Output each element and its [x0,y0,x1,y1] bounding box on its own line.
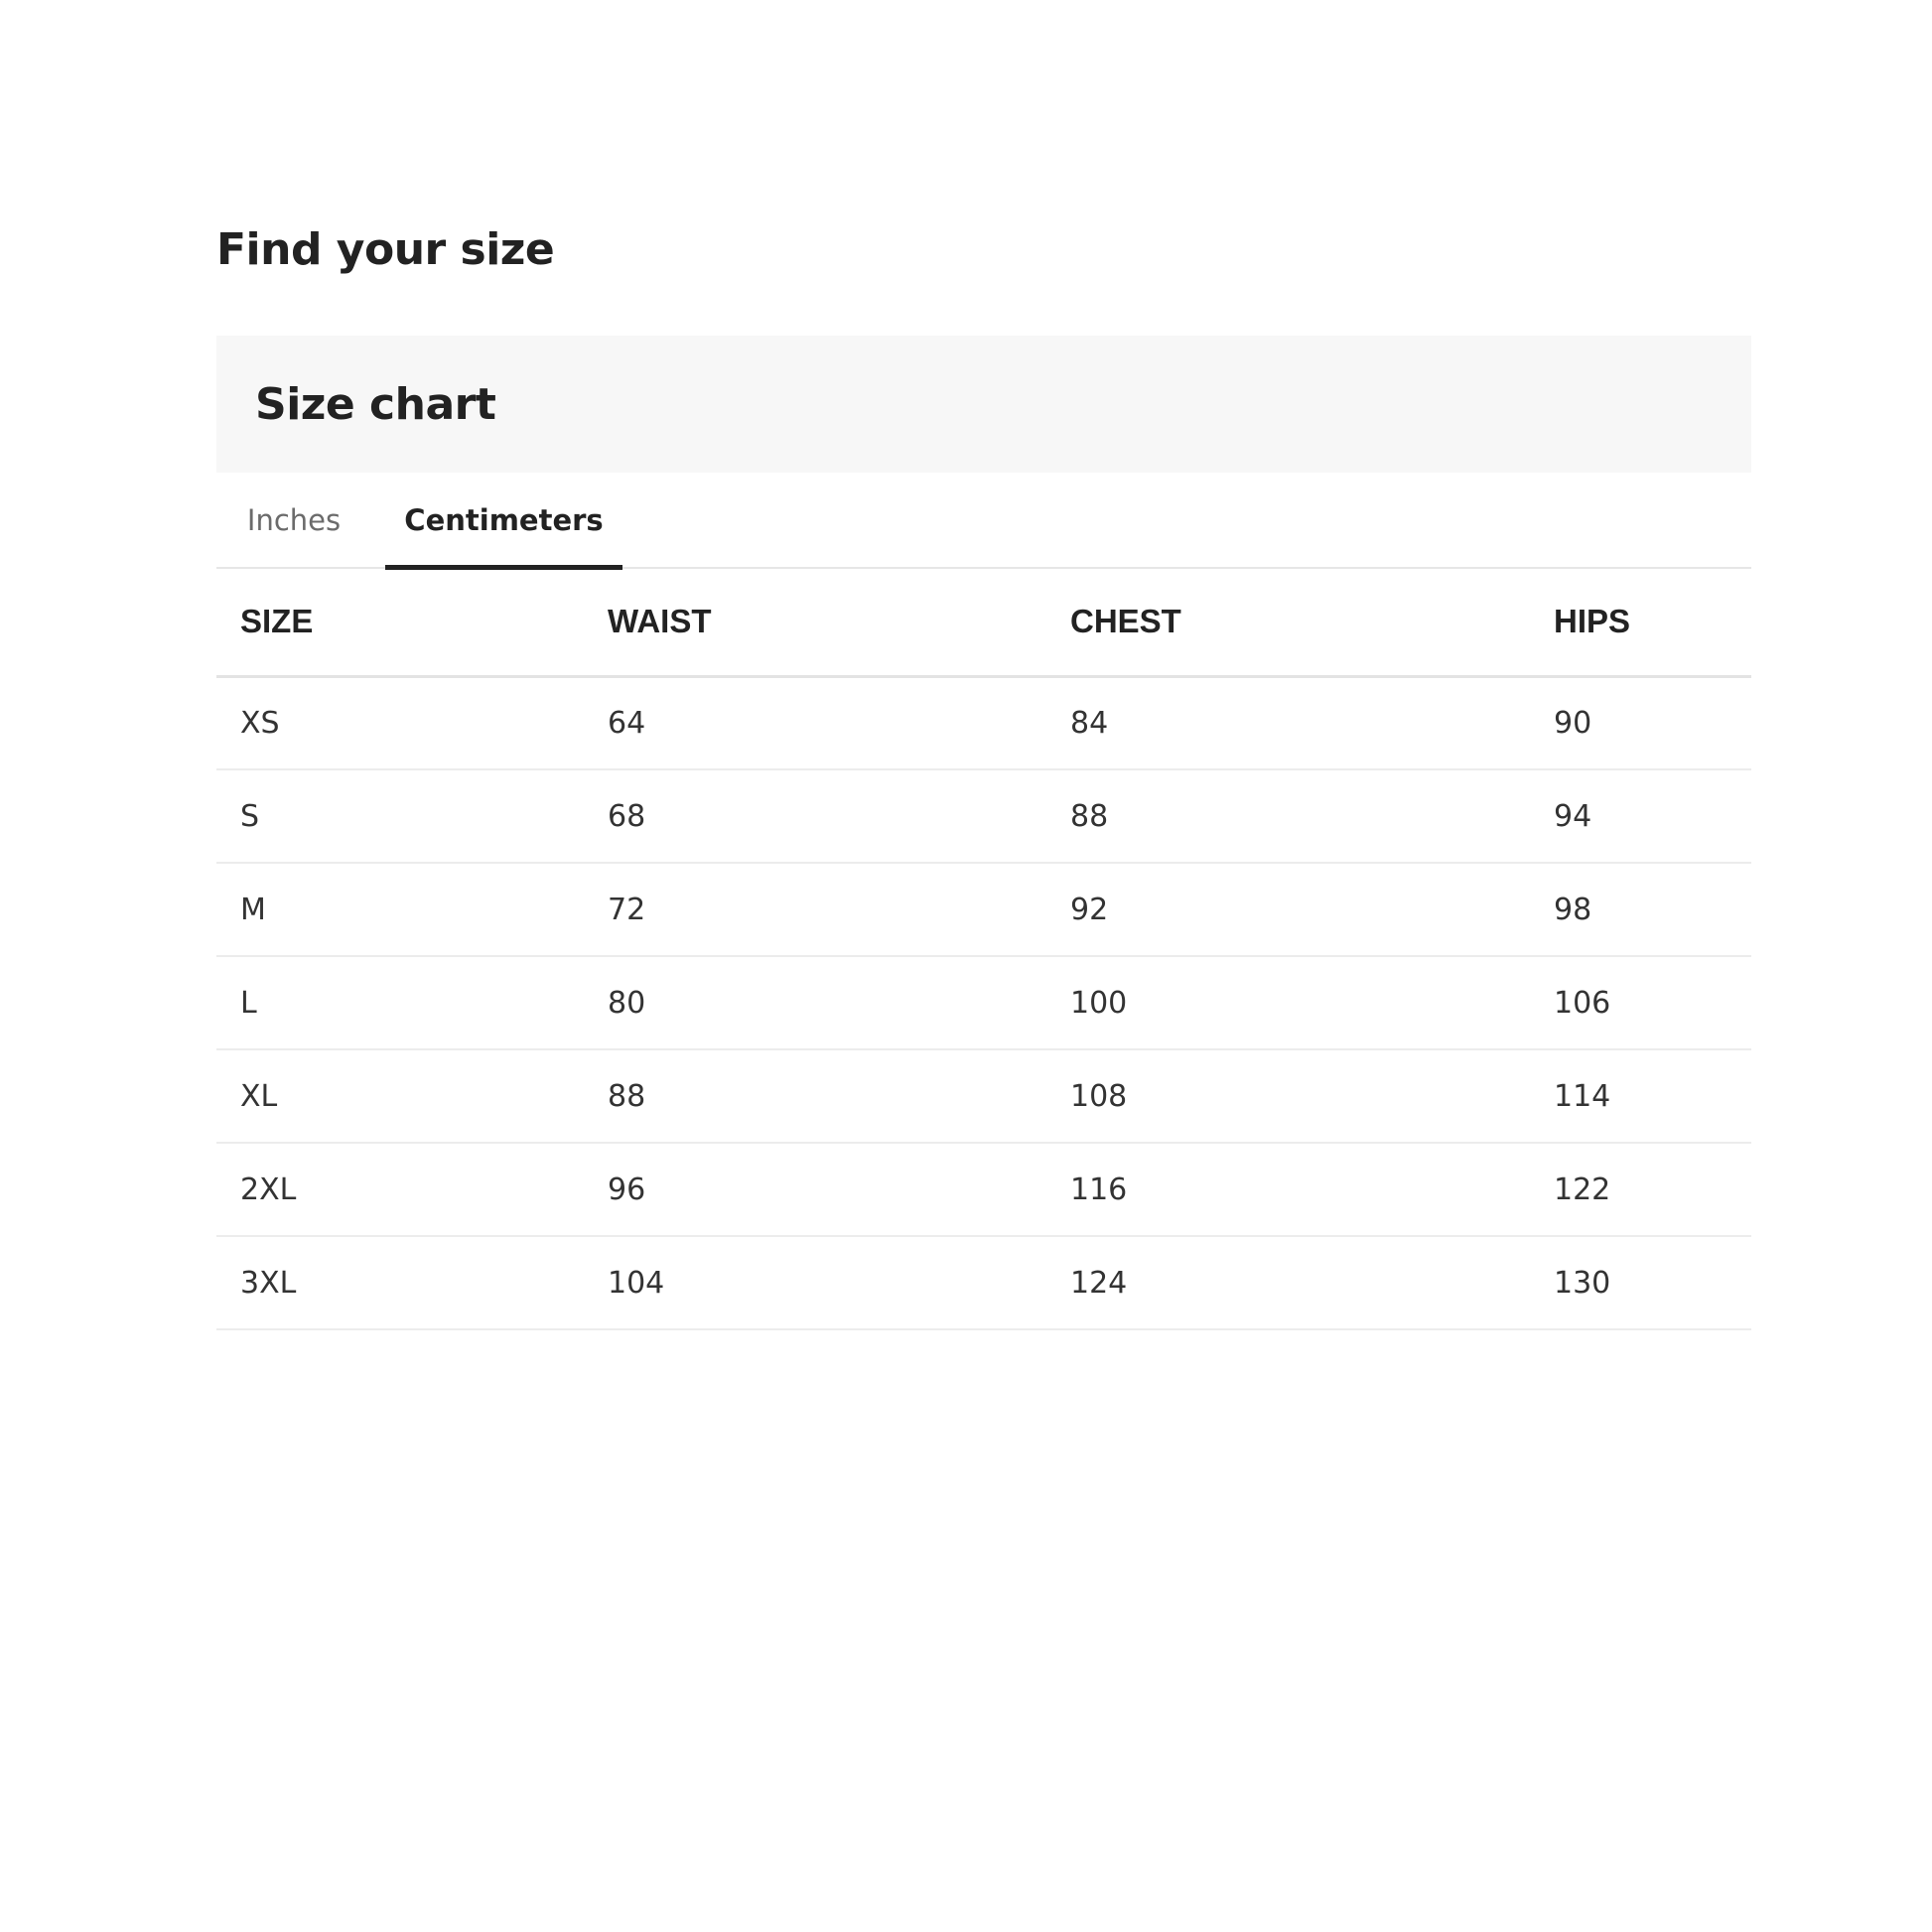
size-chart-panel [216,336,1751,1330]
hips-cell: 114 [1530,1049,1751,1143]
chest-cell: 124 [1046,1236,1530,1329]
chest-cell: 88 [1046,769,1530,863]
table-header-row [216,569,1751,676]
column-header-hips: HIPS [1530,569,1751,676]
chest-cell: 116 [1046,1143,1530,1236]
size-table [216,569,1751,1330]
hips-cell: 94 [1530,769,1751,863]
size-cell: S [216,769,584,863]
column-header-waist: WAIST [584,569,1046,676]
chest-cell: 108 [1046,1049,1530,1143]
waist-cell: 68 [584,769,1046,863]
table-row [216,769,1751,863]
hips-cell: 106 [1530,956,1751,1049]
chest-cell: 100 [1046,956,1530,1049]
size-chart-title: Size chart [255,378,496,430]
column-header-chest: CHEST [1046,569,1530,676]
waist-cell: 104 [584,1236,1046,1329]
table-row [216,956,1751,1049]
waist-cell: 80 [584,956,1046,1049]
table-row [216,1143,1751,1236]
table-row [216,1049,1751,1143]
size-cell: M [216,863,584,956]
size-chart-header [216,336,1751,473]
table-row [216,1236,1751,1329]
size-cell: 2XL [216,1143,584,1236]
table-row [216,676,1751,769]
hips-cell: 122 [1530,1143,1751,1236]
chest-cell: 84 [1046,676,1530,769]
hips-cell: 98 [1530,863,1751,956]
unit-tabs [216,473,1751,569]
active-tab-indicator [385,565,622,570]
size-cell: L [216,956,584,1049]
size-cell: XS [216,676,584,769]
tab-centimeters[interactable]: Centimeters [404,502,604,537]
chest-cell: 92 [1046,863,1530,956]
waist-cell: 96 [584,1143,1046,1236]
size-cell: XL [216,1049,584,1143]
page-title: Find your size [216,224,555,275]
size-cell: 3XL [216,1236,584,1329]
waist-cell: 72 [584,863,1046,956]
waist-cell: 88 [584,1049,1046,1143]
column-header-size: SIZE [216,569,584,676]
tab-inches[interactable]: Inches [246,502,342,537]
table-row [216,863,1751,956]
waist-cell: 64 [584,676,1046,769]
hips-cell: 90 [1530,676,1751,769]
hips-cell: 130 [1530,1236,1751,1329]
